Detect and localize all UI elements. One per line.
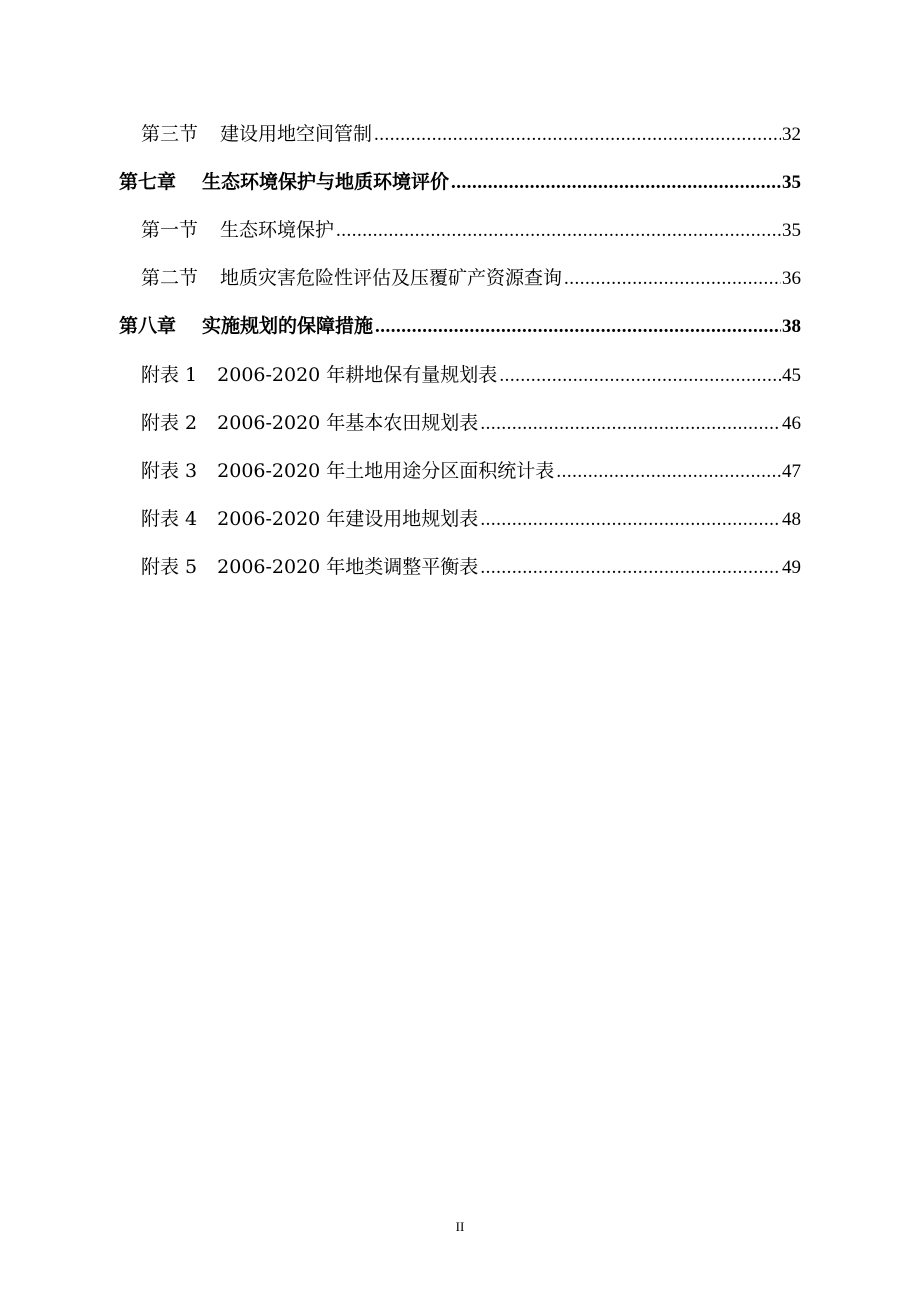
toc-entry-title: 2006-2020 年建设用地规划表 [217,508,479,530]
toc-entry-number: 附表 3 [141,460,198,482]
toc-entry-number: 第八章 [119,315,177,337]
toc-entry-chapter[interactable] [119,166,801,198]
toc-entry-title: 实施规划的保障措施 [202,315,374,337]
toc-entry-number: 第二节 [141,267,199,289]
toc-entry-number: 第七章 [119,171,177,193]
toc-entry-section[interactable] [141,214,801,246]
toc-entry-number: 第一节 [141,219,199,241]
toc-entry-page: 45 [782,365,801,386]
toc-dot-leader [499,360,781,392]
toc-entry-number: 附表 1 [141,364,198,386]
toc-entry-number: 附表 5 [141,556,198,578]
toc-dot-leader [480,504,781,536]
toc-dot-leader [480,552,781,584]
toc-entry-title: 建设用地空间管制 [220,123,373,145]
toc-entry-number: 附表 4 [141,508,198,530]
toc-entry-number: 附表 2 [141,412,198,434]
toc-entry-page: 46 [782,413,801,434]
toc-dot-leader [556,456,781,488]
page-number-footer: II [455,1219,465,1234]
toc-entry-title: 2006-2020 年耕地保有量规划表 [217,364,498,386]
toc-entry-page: 49 [782,557,801,578]
toc-dot-leader [374,119,781,151]
toc-entry-appendix[interactable] [141,359,801,391]
toc-entry-title: 地质灾害危险性评估及压覆矿产资源查询 [220,267,563,289]
toc-entry-chapter[interactable] [119,310,801,342]
toc-entry-section[interactable] [141,262,801,294]
toc-entry-page: 48 [782,509,801,530]
toc-entry-appendix[interactable] [141,503,801,535]
toc-entry-appendix[interactable] [141,551,801,583]
toc-entry-section[interactable] [141,118,801,150]
toc-entry-title: 2006-2020 年土地用途分区面积统计表 [217,460,555,482]
toc-entry-title: 2006-2020 年基本农田规划表 [217,412,479,434]
toc-dot-leader [480,408,781,440]
toc-entry-page: 32 [782,124,801,145]
toc-entry-page: 35 [782,172,801,193]
toc-entry-appendix[interactable] [141,455,801,487]
toc-entry-page: 38 [782,316,801,337]
toc-entry-page: 35 [782,220,801,241]
toc-dot-leader [451,167,781,199]
toc-entry-page: 36 [782,268,801,289]
toc-entry-title: 2006-2020 年地类调整平衡表 [217,556,479,578]
toc-entry-appendix[interactable] [141,407,801,439]
toc-dot-leader [336,215,781,247]
toc-entry-page: 47 [782,461,801,482]
toc-entry-title: 生态环境保护 [220,219,335,241]
toc-dot-leader [375,311,781,343]
toc-entry-number: 第三节 [141,123,199,145]
toc-dot-leader [564,263,781,295]
toc-entry-title: 生态环境保护与地质环境评价 [202,171,450,193]
